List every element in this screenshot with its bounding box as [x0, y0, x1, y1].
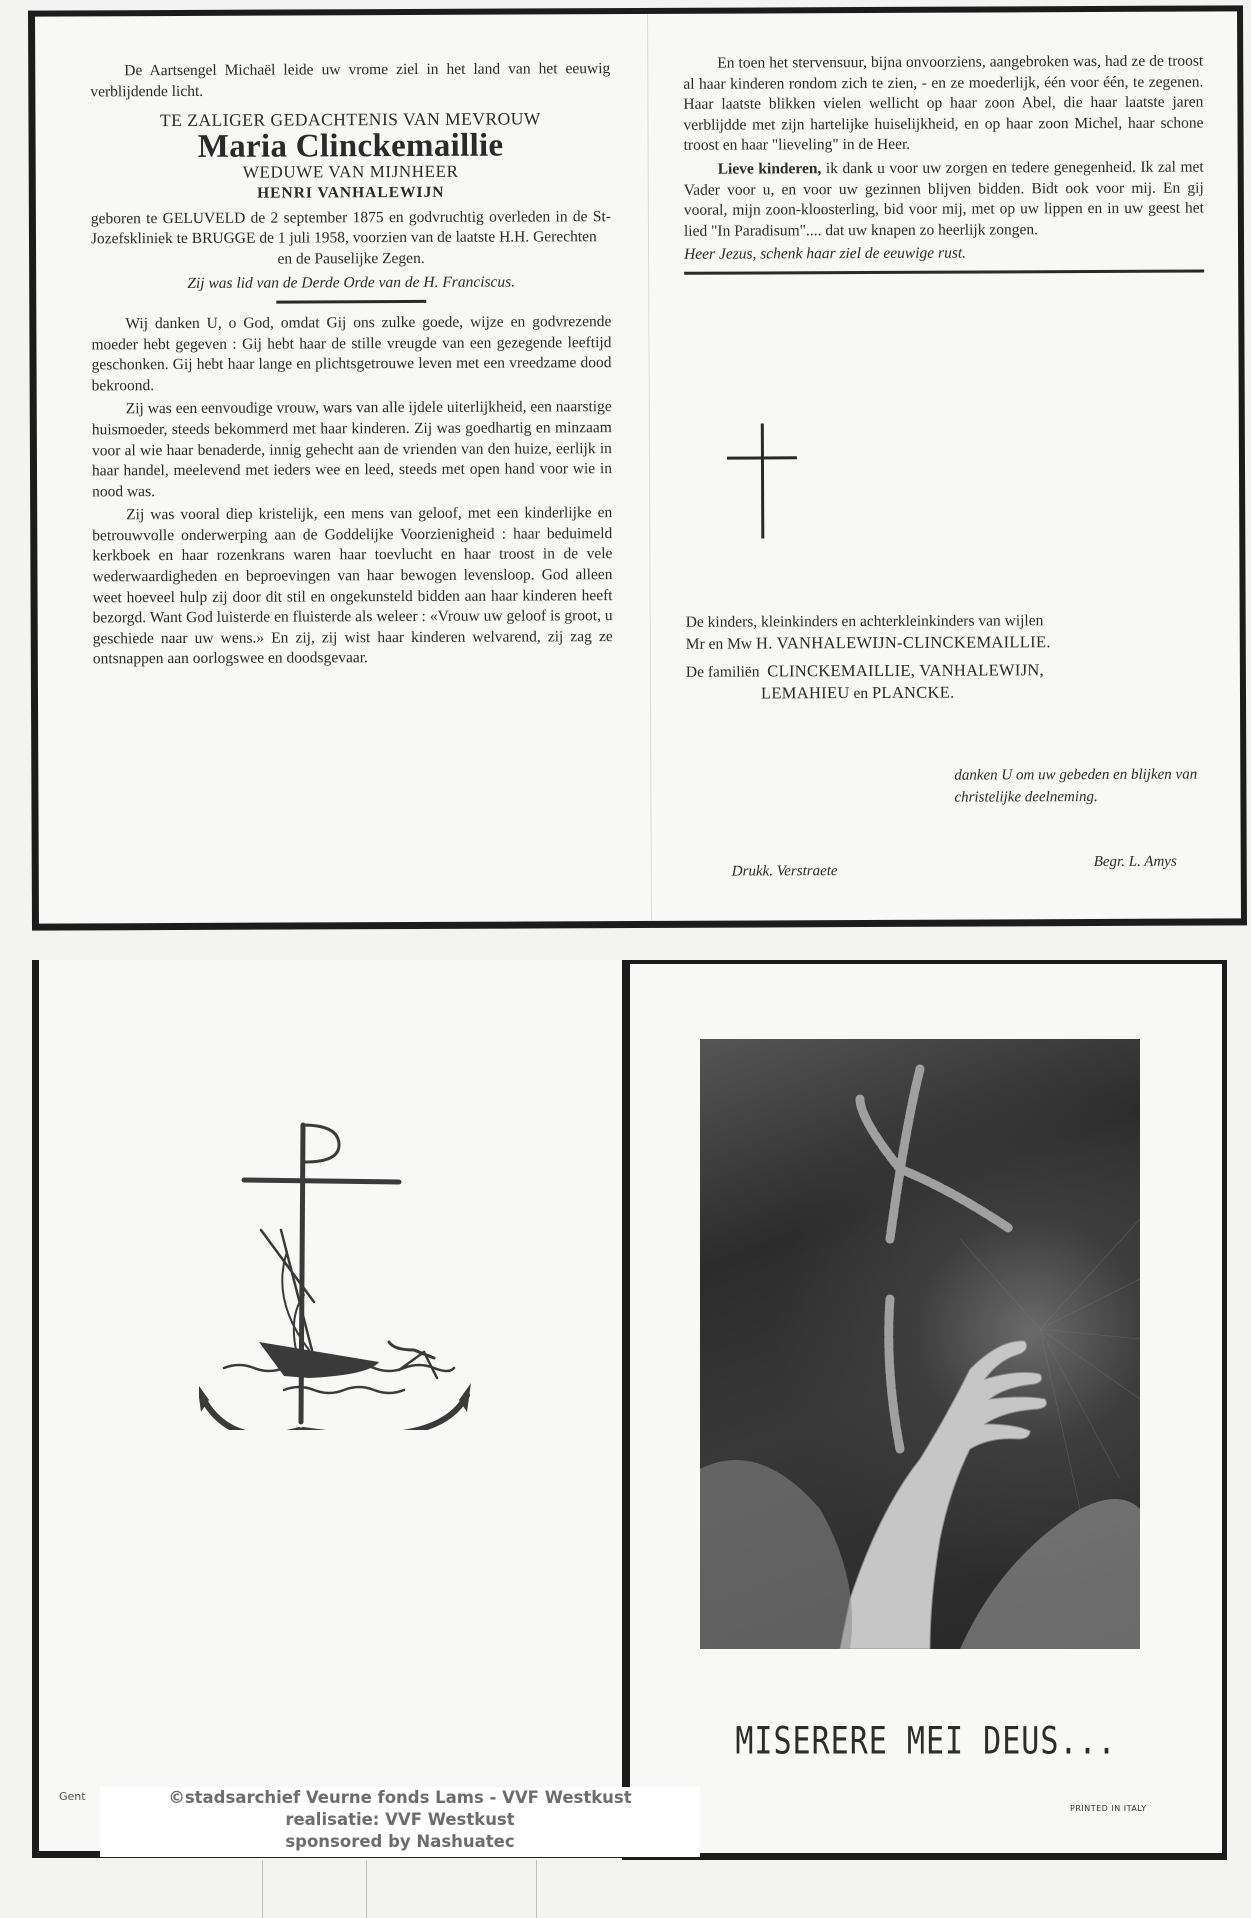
memorial-heading: TE ZALIGER GEDACHTENIS VAN MEVROUW	[159, 108, 541, 131]
birth-death-details: geboren te GELUVELD de 2 september 1875 en godvruchtig overleden in de St-Jozefskliniek te BRUGGE de 1 juli 1958, voorzien van de laatste H.H. Gerechten	[90, 207, 611, 248]
family-prefix: De familiën	[685, 663, 760, 681]
right-page	[683, 52, 1204, 275]
family-line	[686, 680, 1216, 704]
thanks-note: danken U om uw gebeden en blijken van christelijke deelneming.	[954, 766, 1198, 806]
watermark-realisation: realisatie: VVF Westkust	[285, 1810, 515, 1829]
printer-credit: Drukk. Verstraete	[731, 863, 838, 880]
fold-line	[647, 14, 652, 921]
memorial-card-inside	[28, 5, 1247, 930]
family-conjunction: en	[853, 684, 869, 703]
family-line	[686, 630, 1216, 654]
watermark-copyright: ©stadsarchief Veurne fonds Lams - VVF Westkust	[168, 1788, 632, 1807]
divider	[276, 300, 426, 304]
archive-watermark	[100, 1787, 700, 1857]
engraving-illustration	[700, 1039, 1140, 1649]
third-order-note: Zij was lid van de Derde Orde van de H. Franciscus.	[187, 273, 516, 293]
memorial-card-back	[32, 960, 628, 1858]
farewell-paragraph	[684, 157, 1204, 242]
eulogy-paragraph: Zij was vooral diep kristelijk, een mens van geloof, met een kinderlijke en betrouwvolle onderwerping aan de Goddelijke Voorzienigheid : haar beduimeld kerkboek en haar rozenkrans waren haar toevlucht en haar troost in de vele wederwaardigheden en beproevingen van haar bewogen levensloop. God alleen weet hoeveel hulp zij door dit stil en ongekunsteld bidden aan haar kinderen heeft bezorgd. Want God luisterde en fluisterde als weleer : «Vrouw uw geloof is groot, u geschiede naar uw wens.» En zij, zij wist haar kinderen welvarend, zij zag ze ontsnappen aan oorlogswee en doodsgevaar.	[92, 504, 613, 668]
farewell-text: ik dank u voor uw zorgen en tedere genegenheid. Ik zal met Vader voor u, en voor uw gezinnen blijven bidden. Bidt ook voor mij. En gij vooral, mijn zoon-kloosterling, bid voor mij, met op uw lippen en in uw geest het lied "In Paradisum".... dat uw knapen zo heerlijk zongen.	[683, 158, 1204, 240]
watermark-sponsor: sponsored by Nashuatec	[285, 1832, 515, 1851]
cross-icon	[727, 423, 800, 543]
memorial-card-front	[622, 960, 1227, 1860]
deceased-name: Maria Clinckemaillie	[197, 127, 504, 165]
eulogy-paragraph: Wij danken U, o God, omdat Gij ons zulke goede, wijze en godvrezende moeder hebt gegeven : Gij hebt haar de stille vreugde van een gezegende leeftijd geschonken. Gij hebt haar lange en plichtsgetrouwe leven met een vreedzame dood bekroond.	[91, 313, 612, 395]
left-page	[90, 59, 613, 673]
scan-artifact	[262, 1860, 263, 1918]
closing-prayer: Heer Jezus, schenk haar ziel de eeuwige rust.	[684, 244, 967, 264]
family-prefix: Mr en Mw	[685, 635, 753, 653]
eulogy-paragraph: Zij was een eenvoudige vrouw, wars van alle ijdele uiterlijkheid, een naarstige huismoeder, steeds bekommerd met haar kinderen. Zij was goedhartig en minzaam voor al wie haar benaderde, innig gehecht aan de vrienden van den huize, eerlijk in haar handel, meelevend met ieders wee en leed, steeds met open hand voor wie in nood was.	[91, 398, 613, 501]
farewell-salutation: Lieve kinderen,	[717, 160, 822, 178]
scan-artifact	[366, 1860, 367, 1918]
husband-name: HENRI VANHALEWIJN	[257, 183, 445, 202]
hand-and-rope-engraving	[700, 1039, 1140, 1649]
printed-in-note: PRINTED IN ITALY	[1070, 1804, 1147, 1813]
undertaker-credit: Begr. L. Amys	[1093, 853, 1177, 871]
motto: MISERERE MEI DEUS...	[735, 1719, 1117, 1764]
family-line: De kinders, kleinkinders en achterkleinkinders van wijlen	[685, 612, 1044, 631]
family-names: H. VANHALEWIJN-CLINCKEMAILLIE.	[755, 632, 1051, 653]
family-names: PLANCKE.	[871, 682, 955, 702]
scan-artifact	[536, 1860, 537, 1918]
family-line	[686, 658, 1216, 682]
publisher-mark: Gent	[59, 1790, 86, 1803]
family-names: LEMAHIEU	[760, 683, 850, 703]
anchor-cross-ship-icon	[199, 1100, 489, 1430]
widow-of-label: WEDUWE VAN MIJNHEER	[242, 162, 459, 183]
family-notice	[686, 609, 1216, 704]
final-hour-paragraph: En toen het stervensuur, bijna onvoorziens, aangebroken was, had ze de troost al haar kinderen rondom zich te zien, - en ze moederlijk, één voor één, te zegenen. Haar laatste blikken vielen wellicht op haar zoon Abel, die haar laatste jaren verblijdde met zijn hartelijke huiselijkheid, en op haar zoon Michel, haar schone troost en haar "lieveling" in de Heer.	[683, 52, 1204, 155]
family-names: CLINCKEMAILLIE, VANHALEWIJN,	[767, 660, 1045, 681]
opening-prayer: De Aartsengel Michaël leide uw vrome ziel in het land van het eeuwig verblijdende licht.	[90, 60, 611, 100]
birth-death-details-end: en de Pauselijke Zegen.	[277, 249, 425, 268]
divider	[684, 269, 1204, 274]
